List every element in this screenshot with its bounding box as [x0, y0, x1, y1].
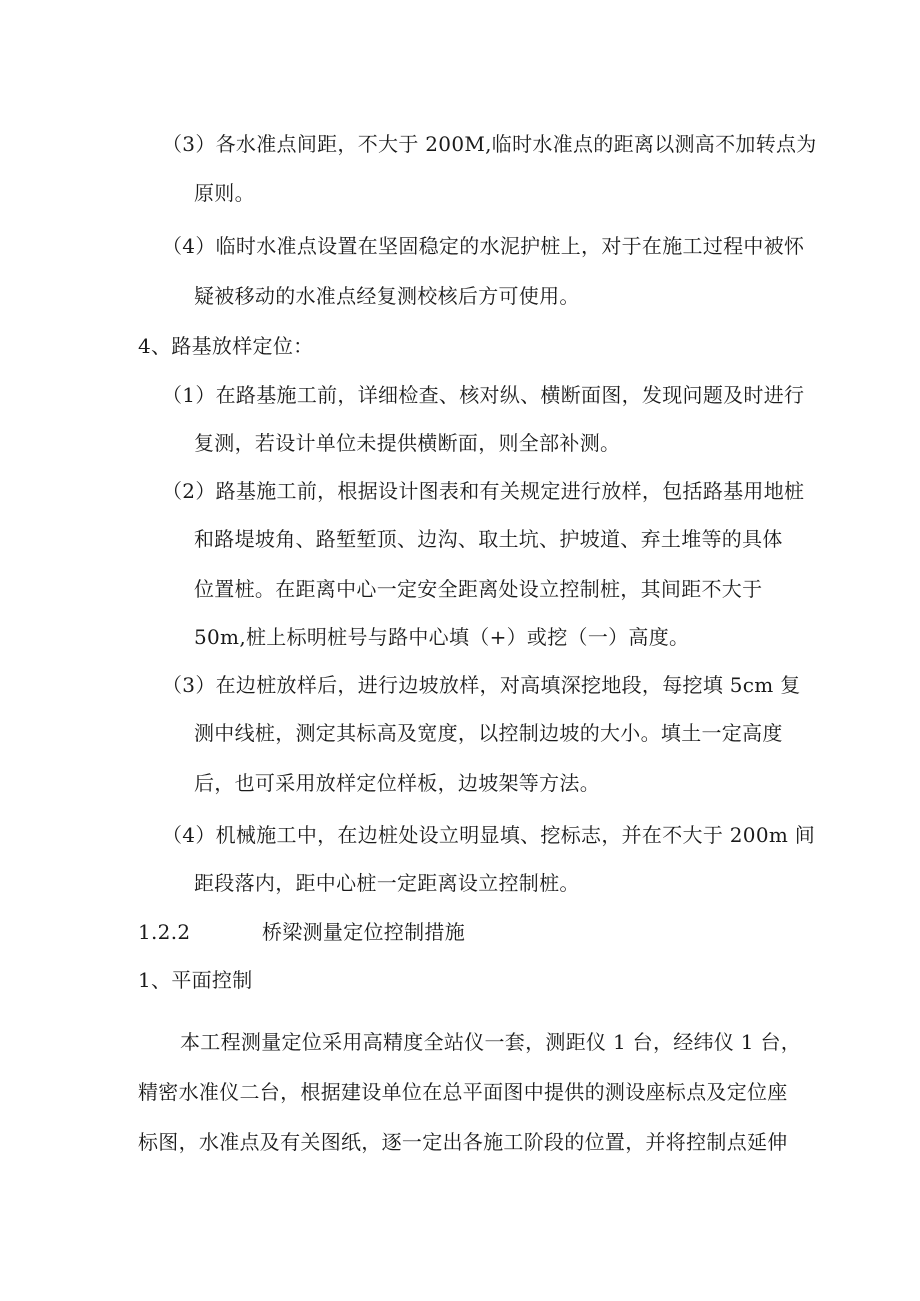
text-line: 50m,桩上标明桩号与路中心填（+）或挖（一）高度。	[194, 625, 690, 649]
heading-roadbed-staking: 4、路基放样定位：	[138, 334, 314, 358]
text-line: （1）在路基施工前，详细检查、核对纵、横断面图，发现问题及时进行	[162, 383, 805, 407]
section-number: 1.2.2	[138, 920, 191, 944]
text-line: （2）路基施工前，根据设计图表和有关规定进行放样，包括路基用地桩	[162, 479, 805, 503]
text-line: 测中线桩，测定其标高及宽度，以控制边坡的大小。填土一定高度	[194, 721, 783, 745]
paragraph-line: 标图，水准点及有关图纸，逐一定出各施工阶段的位置，并将控制点延伸	[138, 1130, 788, 1154]
text-line: 和路堤坡角、路堑堑顶、边沟、取土坑、护坡道、弃土堆等的具体	[194, 527, 783, 551]
text-line: （4）机械施工中，在边桩处设立明显填、挖标志，并在不大于 200m 间	[162, 823, 816, 847]
text-line: 后，也可采用放样定位样板，边坡架等方法。	[194, 771, 600, 795]
text-line: 原则。	[194, 181, 255, 205]
paragraph-line: 精密水准仪二台，根据建设单位在总平面图中提供的测设座标点及定位座	[138, 1080, 788, 1104]
text-line: （4）临时水准点设置在坚固稳定的水泥护桩上，对于在施工过程中被怀	[162, 234, 805, 258]
text-line: 距段落内，距中心桩一定距离设立控制桩。	[194, 871, 580, 895]
paragraph-line: 本工程测量定位采用高精度全站仪一套，测距仪 1 台，经纬仪 1 台，	[180, 1030, 802, 1054]
text-line: 复测，若设计单位未提供横断面，则全部补测。	[194, 431, 621, 455]
section-title: 桥梁测量定位控制措施	[262, 920, 465, 944]
text-line: （3）各水准点间距，不大于 200M,临时水准点的距离以测高不加转点为	[162, 132, 817, 156]
text-line: 疑被移动的水准点经复测校核后方可使用。	[194, 284, 580, 308]
text-line: （3）在边桩放样后，进行边坡放样，对高填深挖地段，每挖填 5cm 复	[162, 673, 801, 697]
subheading-plane-control: 1、平面控制	[138, 968, 253, 992]
text-line: 位置桩。在距离中心一定安全距离处设立控制桩，其间距不大于	[194, 577, 763, 601]
